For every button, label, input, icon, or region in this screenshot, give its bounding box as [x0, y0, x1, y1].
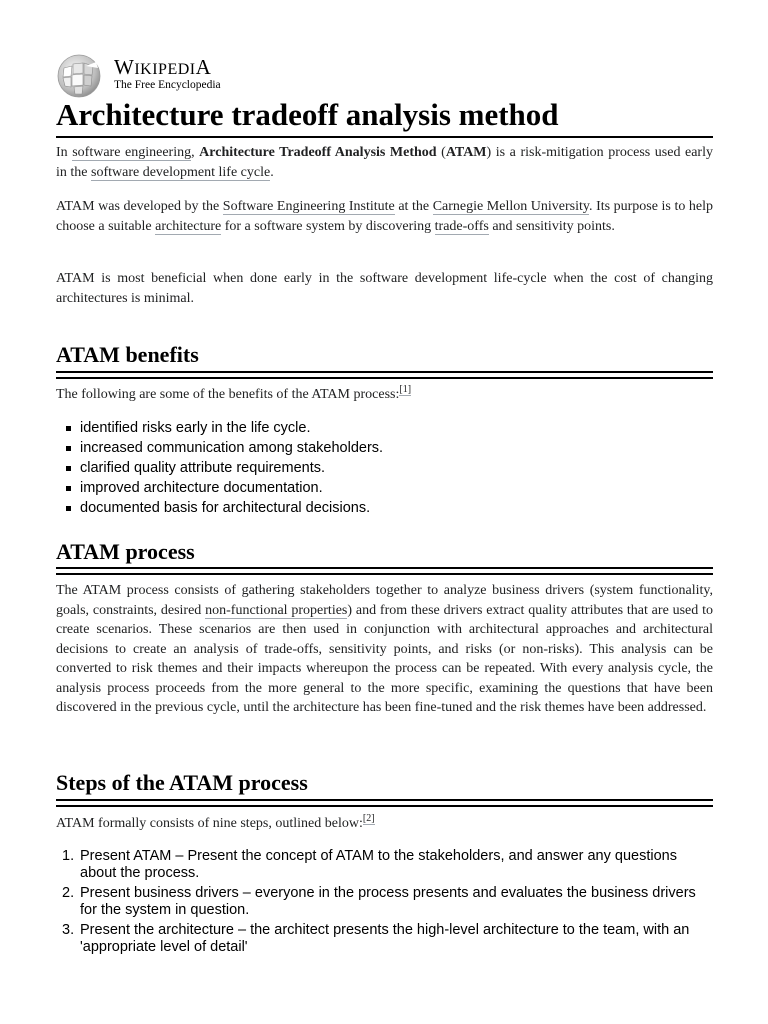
steps-list — [56, 848, 713, 959]
link-trade-offs[interactable]: trade-offs — [434, 218, 489, 234]
link-software-engineering[interactable]: software engineering — [72, 145, 192, 160]
list-item: 1. Present ATAM – Present the concept of ATAM to the stakeholders, and answer any questions about the process. — [62, 848, 677, 881]
benefits-list — [56, 418, 713, 518]
link-software-development-life-cycle[interactable]: software development life cycle — [91, 164, 271, 180]
wikipedia-logo[interactable] — [56, 54, 256, 98]
steps-lead: ATAM formally consists of nine steps, outlined below:[2] — [56, 813, 375, 831]
list-item: improved architecture documentation. — [56, 478, 713, 498]
wordmark: WIKIPEDIA — [114, 55, 212, 79]
intro-paragraph-1: In software engineering, Architecture Tradeoff Analysis Method (ATAM) is a risk-mitigation process used early in the software development life cycle. — [56, 145, 713, 180]
bullet-icon — [66, 446, 71, 451]
section-heading-steps: Steps of the ATAM process — [56, 770, 308, 795]
bullet-icon — [66, 466, 71, 471]
reference-2[interactable]: [2] — [362, 813, 375, 825]
intro-paragraph-3: ATAM is most beneficial when done early in the software development life-cycle when the cost of changing architectures is minimal. — [56, 271, 713, 306]
benefits-lead: The following are some of the benefits of the ATAM process:[1] — [56, 384, 412, 402]
list-item: 3. Present the architecture – the architect presents the high-level architecture to the team, with an 'appropriate level of detail' — [62, 922, 690, 955]
list-item: identified risks early in the life cycle. — [56, 418, 713, 438]
section-divider — [56, 371, 713, 379]
link-carnegie-mellon-university[interactable]: Carnegie Mellon University — [432, 199, 590, 214]
list-item: clarified quality attribute requirements. — [56, 458, 713, 478]
list-item: 2. Present business drivers – everyone in the process presents and evaluates the business drivers for the system in question. — [62, 885, 696, 918]
list-item: increased communication among stakeholders. — [56, 438, 713, 458]
link-non-functional-properties[interactable]: non-functional properties — [205, 602, 348, 618]
list-item: documented basis for architectural decisions. — [56, 498, 713, 518]
link-software-engineering-institute[interactable]: Software Engineering Institute — [222, 199, 395, 214]
page-title: Architecture tradeoff analysis method — [56, 97, 559, 132]
process-paragraph: The ATAM process consists of gathering stakeholders together to analyze business drivers (system functionality, goals, constraints, desired non-functional properties) and from these drivers extract quality attributes that are used to create scenarios. These scenarios are then used in conjunction with architectural approaches and architectural decisions to create an analysis of trade-offs, sensitivity points, and risks (or non-risks). This analysis can be converted to risk themes and their impacts whereupon the process can be repeated. With every analysis cycle, the analysis process proceeds from the more general to the more specific, examining the questions that have been discovered in the previous cycle, until the architecture has been fine-tuned and the risk themes have been addressed. — [56, 583, 713, 715]
section-divider — [56, 799, 713, 807]
wikipedia-globe-icon — [56, 54, 102, 98]
link-architecture[interactable]: architecture — [155, 218, 222, 234]
bullet-icon — [66, 486, 71, 491]
tagline: The Free Encyclopedia — [114, 79, 221, 91]
bullet-icon — [66, 426, 71, 431]
title-divider — [56, 136, 713, 138]
section-heading-benefits: ATAM benefits — [56, 342, 199, 367]
section-divider — [56, 567, 713, 575]
section-heading-process: ATAM process — [56, 539, 195, 564]
bullet-icon — [66, 506, 71, 511]
reference-1[interactable]: [1] — [399, 384, 412, 396]
intro-paragraph-2: ATAM was developed by the Software Engineering Institute at the Carnegie Mellon University. Its purpose is to help choose a suitable architecture for a software system by discovering trade-offs and sensitivity points. — [56, 199, 714, 234]
